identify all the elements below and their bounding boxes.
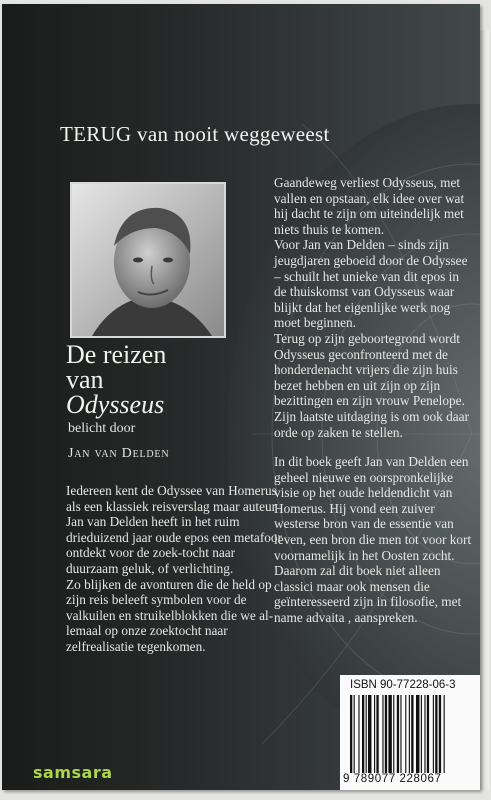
subtitle: belicht door bbox=[68, 421, 136, 436]
blurb-paragraph: Zo blijken de avonturen die de held op zijn reis beleeft symbolen voor de valkuilen en struikelblokken die we al-lemaal op onze zoektocht naar zelfrealisatie tegenkomen. bbox=[66, 576, 274, 654]
barcode-bar bbox=[439, 695, 441, 773]
barcode-bar bbox=[362, 695, 364, 773]
book-page-edges bbox=[479, 30, 489, 790]
barcode-bar bbox=[350, 695, 352, 773]
author-photo bbox=[70, 182, 226, 338]
barcode-bar bbox=[405, 695, 406, 773]
barcode-bar bbox=[444, 695, 445, 773]
cover-tagline: TERUG van nooit weggeweest bbox=[60, 122, 330, 146]
author-name: Jan van Delden bbox=[68, 446, 170, 461]
barcode-bar bbox=[397, 695, 399, 773]
barcode-bar bbox=[385, 695, 387, 773]
paragraph-gap bbox=[274, 440, 472, 454]
barcode-bar bbox=[388, 695, 391, 773]
barcode-bar bbox=[416, 695, 419, 773]
blurb-paragraph: Zijn laatste uitdaging is om ook daar orde op zaken te stellen. bbox=[274, 408, 469, 440]
barcode-bar bbox=[400, 695, 401, 773]
barcode-bar bbox=[374, 695, 375, 773]
blurb-paragraph: Gaandeweg verliest Odysseus, met vallen en opstaan, elk idee over wat hij dacht te zijn om uiteindelijk met niets thuis te komen. bbox=[274, 175, 465, 237]
barcode-icon bbox=[350, 695, 472, 773]
barcode-bar bbox=[354, 695, 355, 773]
book-title-line-3: Odysseus bbox=[66, 390, 165, 419]
blurb-paragraph: Iedereen kent de Odyssee van Homerus als een klassiek reisverslag maar auteur Jan van Delden heeft in het ruim drieduizend jaar oude epos een metafoor ontdekt voor de zoek-tocht naar duurzaam geluk, of verlichting. bbox=[66, 483, 282, 576]
blurb-paragraph: Terug op zijn geboortegrond wordt Odysseus geconfronteerd met de honderdenacht vrijers die zijn huis bezet hebben en uit zijn op zijn bezittingen en zijn vrouw Penelope. bbox=[274, 330, 465, 409]
publisher-logo: samsara bbox=[33, 763, 113, 782]
barcode-bar bbox=[368, 695, 371, 773]
blurb-paragraph: Voor Jan van Delden – sinds zijn jeugdjaren geboeid door de Odyssee – schuilt het unieke van dit epos in de thuiskomst van Odysseus waar blijkt dat het eigenlijke werk nog moet beginnen. bbox=[274, 237, 468, 331]
blurb-paragraph: Daarom zal dit boek niet alleen classici maar ook mensen die geïnteresseerd zijn in filosofie, met name advaita , aanspreken. bbox=[274, 563, 462, 626]
book-title-line-1: De reizen bbox=[66, 340, 167, 369]
isbn-barcode-label bbox=[340, 675, 480, 790]
barcode-bar bbox=[424, 695, 425, 773]
barcode-digits: 9 789077 228067 bbox=[343, 773, 442, 785]
right-blurb bbox=[274, 175, 472, 626]
book-title-line-2: van bbox=[66, 365, 104, 394]
barcode-bar bbox=[427, 695, 429, 773]
book-title bbox=[66, 342, 246, 417]
blurb-paragraph: In dit boek geeft Jan van Delden een geheel nieuwe en oorspronkelijke visie op het oude heldendicht van Homerus. Hij vond een zuiver westerse bron van de essentie van leven, een bron die men tot voor kort voornamelijk in het Oosten zocht. bbox=[274, 454, 472, 563]
book-back-cover bbox=[2, 4, 480, 790]
barcode-bar bbox=[382, 695, 383, 773]
barcode-bar bbox=[376, 695, 378, 773]
barcode-bar bbox=[393, 695, 394, 773]
barcode-bar bbox=[411, 695, 413, 773]
barcode-bar bbox=[421, 695, 422, 773]
barcode-bar bbox=[358, 695, 359, 773]
barcode-bar bbox=[409, 695, 410, 773]
barcode-bar bbox=[433, 695, 434, 773]
barcode-bar bbox=[435, 695, 437, 773]
barcode-bar bbox=[366, 695, 367, 773]
isbn-number: ISBN 90-77228-06-3 bbox=[350, 679, 456, 691]
left-blurb bbox=[66, 483, 288, 655]
